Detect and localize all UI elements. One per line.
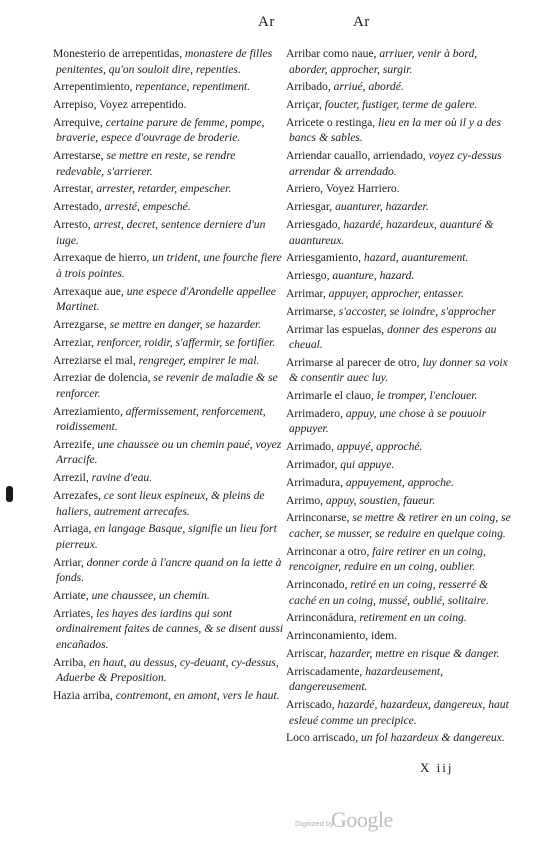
entry-headword: Arriesgado,: [286, 218, 341, 232]
entry-headword: Arriaga,: [53, 522, 92, 536]
dictionary-entry: [52, 317, 284, 333]
entry-definition: les hayes des iardins qui sont ordinairement faites de cannes, & se disent aussi encañados.: [56, 606, 284, 651]
entry-headword: Arrexaque aue,: [53, 284, 124, 298]
dictionary-entry: [285, 610, 513, 626]
entry-definition: une espece d'Arondelle appellee Martinet.: [56, 284, 276, 314]
dictionary-entry: [52, 404, 284, 435]
entry-headword: Arriesgo,: [286, 269, 330, 283]
entry-definition: retirement en un coing.: [356, 611, 467, 625]
entry-headword: Monesterio de arrepentidas,: [53, 47, 183, 60]
entry-definition: un trident, une fourche fiere à trois pointes.: [56, 251, 282, 280]
signature-mark: X iij: [420, 760, 454, 775]
entry-headword: Arrimado,: [286, 440, 334, 454]
entry-definition: hazard, auanturement.: [361, 251, 469, 265]
watermark-small-text: Digitized by: [295, 819, 334, 828]
dictionary-entry: [52, 335, 284, 351]
entry-headword: Arrimadura,: [286, 475, 343, 489]
entry-headword: Arrimarle el clauo,: [286, 389, 374, 403]
dictionary-entry: [285, 115, 513, 146]
dictionary-entry: [285, 250, 513, 266]
entry-headword: Loco arriscado,: [286, 731, 359, 745]
entry-definition: arriuer, venir à bord, aborder, approcher, surgir.: [289, 47, 478, 76]
entry-headword: Arriero, Voyez Harriero.: [286, 182, 400, 196]
dictionary-entry: [285, 544, 513, 575]
dictionary-entry: [52, 588, 284, 604]
entry-headword: Arrinconarse,: [286, 511, 350, 525]
entry-headword: Hazia arriba,: [53, 688, 113, 702]
entry-headword: Arrimo,: [286, 493, 324, 507]
dictionary-entry: [285, 664, 513, 695]
entry-headword: Arriate,: [53, 588, 89, 602]
entry-definition: lieu en la mer où il y a des bancs & sables.: [289, 115, 502, 145]
entry-definition: voyez cy-dessus arrendar & arrendado.: [289, 149, 502, 178]
dictionary-entry: [285, 148, 513, 179]
entry-definition: appuyer, approcher, entasser.: [325, 286, 464, 300]
entry-headword: Arrexaque de hierro,: [53, 251, 150, 265]
dictionary-entry: [285, 199, 513, 215]
entry-definition: affermissement, renforcement, roidissement.: [56, 404, 266, 434]
entry-headword: Arrepentimiento,: [53, 80, 133, 94]
dictionary-entry: [285, 268, 513, 284]
entry-headword: Arrimarse al parecer de otro,: [286, 355, 420, 369]
entry-definition: arresté, empesché.: [101, 200, 191, 214]
entry-definition: monastere de filles penitentes, qu'on souloit dire, repenties.: [56, 47, 273, 76]
entry-headword: Arrinconar a otro,: [286, 544, 370, 558]
entry-definition: se mettre en reste, se rendre redevable, s'arrierer.: [56, 149, 236, 178]
dictionary-entry: [52, 148, 284, 179]
dictionary-entry: [52, 488, 284, 519]
dictionary-entry: [52, 199, 284, 215]
entry-definition: certaine parure de femme, pompe, braverie, espece d'ouvrage de broderie.: [56, 115, 265, 145]
entry-headword: Arriscadamente,: [286, 664, 363, 678]
dictionary-entry: [285, 493, 513, 509]
entry-headword: Arrimarse,: [286, 304, 336, 318]
dictionary-entry: [52, 688, 284, 704]
dictionary-entry: [285, 577, 513, 608]
dictionary-entry: [285, 406, 513, 437]
entry-headword: Arriscado,: [286, 698, 335, 712]
margin-ink-mark: [6, 486, 13, 502]
dictionary-entry: [52, 437, 284, 468]
entry-definition: foucter, fustiger, terme de galere.: [321, 98, 478, 112]
header-left: Ar: [258, 14, 275, 30]
entry-headword: Arrestarse,: [53, 149, 104, 163]
entry-definition: se mettre en danger, se hazarder.: [106, 317, 262, 331]
entry-headword: Arrinconado,: [286, 578, 348, 592]
dictionary-entry: [52, 217, 284, 248]
entry-definition: se mettre & retirer en un coing, se cacher, se musser, se reduire en quelque coing.: [289, 511, 511, 540]
dictionary-entry: [52, 606, 284, 653]
entry-headword: Arriçar,: [286, 98, 322, 112]
entry-definition: une chaussee, un chemin.: [88, 588, 210, 602]
entry-headword: Arrimar,: [286, 286, 326, 300]
entry-definition: en langage Basque, signifie un lieu fort pierreux.: [56, 522, 277, 551]
dictionary-entry: [285, 730, 513, 746]
entry-definition: donner corde à l'ancre quand on la iette à fonds.: [56, 555, 282, 585]
dictionary-entry: [285, 388, 513, 404]
entry-headword: Arrinconádura,: [286, 611, 357, 625]
dictionary-entry: [285, 286, 513, 302]
dictionary-entry: [285, 355, 513, 386]
entry-headword: Arrimadero,: [286, 406, 343, 420]
dictionary-entry: [285, 304, 513, 320]
entry-headword: Arrimador,: [286, 458, 338, 472]
entry-definition: hazardé, hazardeux, dangereux, haut esleué comme un precipice.: [289, 698, 509, 727]
entry-definition: auanture, hazard.: [329, 269, 415, 283]
entry-headword: Arrestar,: [53, 182, 94, 196]
entry-headword: Arrestado,: [53, 200, 102, 214]
entry-definition: qui appuye.: [337, 458, 395, 472]
dictionary-entry: [52, 250, 284, 281]
entry-definition: hazardé, hazardeux, auanturé & auantureux.: [289, 218, 494, 247]
entry-headword: Arriesgamiento,: [286, 251, 362, 265]
dictionary-entry: [52, 521, 284, 552]
entry-headword: Arrequive,: [53, 115, 103, 129]
entry-headword: Arresto,: [53, 218, 91, 232]
entry-headword: Arriba,: [53, 655, 87, 669]
entry-headword: Arricete o restinga,: [286, 115, 376, 129]
dictionary-entry: [52, 470, 284, 486]
entry-definition: ce sont lieux espineux, & pleins de haliers, autrement arrecafes.: [56, 489, 265, 518]
entry-headword: Arrezife,: [53, 437, 95, 451]
entry-headword: Arriates,: [53, 606, 94, 620]
entry-definition: faire retirer en un coing, rencoigner, reduire en un coing, oublier.: [289, 544, 486, 574]
dictionary-entry: [285, 697, 513, 728]
dictionary-entry: [285, 457, 513, 473]
entry-headword: Arreziamiento,: [53, 404, 123, 418]
watermark-logo-text: Google: [331, 807, 393, 832]
dictionary-entry: [52, 370, 284, 401]
dictionary-entry: [52, 555, 284, 586]
dictionary-entry: [285, 217, 513, 248]
entry-definition: luy donner sa voix & consentir auec luy.: [289, 355, 508, 385]
entry-definition: contremont, en amont, vers le haut.: [112, 688, 280, 702]
header-right: Ar: [353, 14, 370, 30]
entry-definition: retiré en un coing, resserré & caché en un coing, mussé, oublié, solitaire.: [289, 578, 489, 607]
entry-definition: auanturer, hazarder.: [332, 200, 429, 214]
entry-headword: Arreziar,: [53, 335, 95, 349]
entry-definition: appuy, soustien, faueur.: [323, 493, 436, 507]
entry-headword: Arribar como naue,: [286, 47, 377, 60]
dictionary-entry: [285, 322, 513, 353]
dictionary-entry: [285, 510, 513, 541]
entry-headword: Arribado,: [286, 80, 331, 94]
dictionary-entry: [52, 79, 284, 95]
entry-definition: donner des esperons au cheual.: [289, 322, 497, 352]
entry-definition: arrester, retarder, empescher.: [93, 182, 232, 196]
entry-definition: arriué, abordé.: [330, 80, 404, 94]
left-column: [52, 46, 284, 706]
entry-definition: rengreger, empirer le mal.: [135, 353, 260, 367]
dictionary-entry: [285, 46, 513, 77]
entry-definition: une chaussee ou un chemin paué, voyez Arracife.: [56, 437, 282, 467]
dictionary-entry: [285, 439, 513, 455]
dictionary-entry: [52, 181, 284, 197]
dictionary-entry: [52, 655, 284, 686]
entry-headword: Arrepiso, Voyez arrepentido.: [53, 98, 187, 112]
dictionary-entry: [52, 353, 284, 369]
entry-headword: Arrezil,: [53, 471, 89, 485]
entry-definition: appuy, une chose à se pouuoir appuyer.: [289, 406, 487, 436]
entry-headword: Arriar,: [53, 555, 84, 569]
entry-headword: Arrezgarse,: [53, 317, 107, 331]
entry-definition: appuyement, approche.: [342, 475, 454, 489]
running-header: [0, 14, 560, 38]
dictionary-entry: [52, 97, 284, 113]
dictionary-entry: [285, 646, 513, 662]
entry-definition: hazarder, mettre en risque & danger.: [326, 646, 500, 660]
right-column: [285, 46, 513, 748]
entry-headword: Arrimar las espuelas,: [286, 322, 385, 336]
dictionary-entry: [285, 97, 513, 113]
entry-definition: hazardeusement, dangereusement.: [289, 664, 444, 694]
entry-definition: en haut, au dessus, cy-deuant, cy-dessus, Aduerbe & Preposition.: [56, 655, 279, 685]
dictionary-entry: [285, 79, 513, 95]
entry-definition: se revenir de maladie & se renforcer.: [56, 371, 278, 400]
dictionary-entry: [285, 475, 513, 491]
dictionary-entry: [52, 284, 284, 315]
entry-definition: repentance, repentiment.: [132, 80, 251, 94]
dictionary-entry: [52, 46, 284, 77]
entry-headword: Arrezafes,: [53, 489, 101, 503]
dictionary-entry: [52, 115, 284, 146]
entry-definition: renforcer, roidir, s'affermir, se fortifier.: [94, 335, 276, 349]
entry-headword: Arreziarse el mal,: [53, 353, 136, 367]
entry-headword: Arreziar de dolencia,: [53, 371, 151, 385]
google-watermark: [295, 807, 425, 834]
entry-definition: appuyé, approché.: [333, 440, 423, 454]
entry-headword: Arrinconamiento, idem.: [286, 629, 398, 643]
entry-definition: ravine d'eau.: [88, 471, 153, 485]
entry-headword: Arriscar,: [286, 646, 327, 660]
entry-headword: Arriendar cauallo, arriendado,: [286, 149, 426, 163]
entry-definition: arrest, decret, sentence derniere d'un iuge.: [56, 218, 266, 247]
dictionary-entry: [285, 181, 513, 197]
entry-headword: Arriesgar,: [286, 200, 333, 214]
entry-definition: un fol hazardeux & dangereux.: [358, 731, 505, 745]
dictionary-entry: [285, 628, 513, 644]
entry-definition: le tromper, l'enclouer.: [373, 389, 478, 403]
entry-definition: s'accoster, se ioindre, s'approcher: [335, 304, 496, 318]
